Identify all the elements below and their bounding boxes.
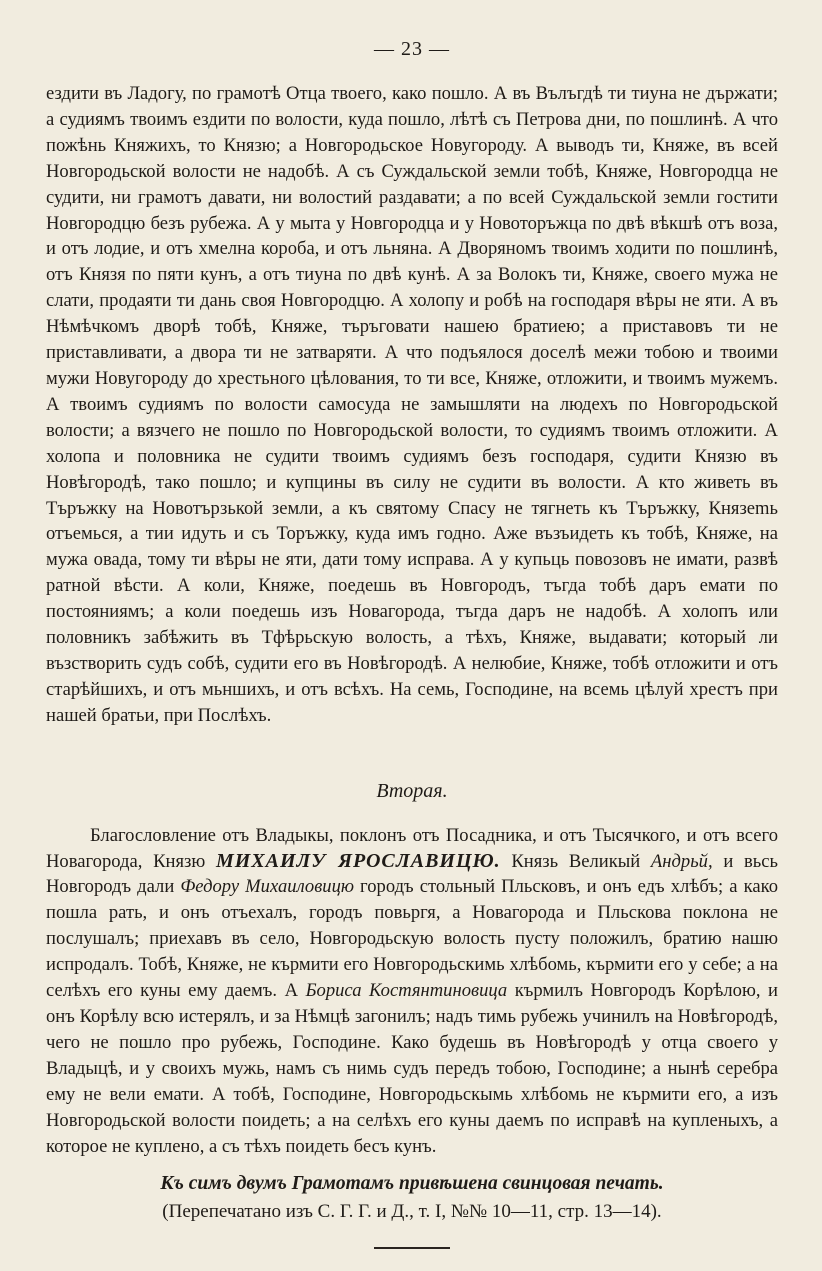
text-segment: и вьсь Новгородъ дали [46, 850, 778, 898]
name-mikhail: МИХАИЛУ ЯРОСЛАВИЦЮ. [215, 849, 501, 872]
text-segment: кърмилъ Новгородъ Корѣлою, и онъ Корѣлу всю истерялъ, и за Нѣмцѣ загонилъ; надъ тимь рубежь учинилъ на Новѣгородѣ, чего не пошло про рубежь, Господине. Како будешь въ Новѣгородѣ у отца своего у Владыцѣ, и у своихъ мужь, намъ съ нимь судъ передъ тобою, Господине; а нынѣ серебра ему не вели емати. А тобѣ, Господине, Новгородьскымь хлѣбомь не кърмити его, а изъ Новгородьской волости поидеть; а на селѣхъ его куны даемъ по исправѣ на купленыхъ, а которое не куплено, а съ тѣхъ поидеть бесъ кунъ. [46, 980, 778, 1157]
name-andrey: Андрьй, [650, 850, 713, 872]
closing-rule [374, 1247, 450, 1249]
text-segment: городъ стольный Пльсковъ, и онъ едъ хлѣбъ; а како пошла рать, и онъ отъехалъ, городъ повьргя, а Новагорода и Пльскова поклона не послушалъ; приехавъ въ село, Новгородьскую волость пусту положилъ, братию нашю испродалъ. Тобѣ, Княже, не кърмити его Новгородьскимь хлѣбомь, кърмити его у себе; а на селѣхъ его куны ему даемъ. А [46, 876, 778, 1002]
paragraph-second-charter [46, 823, 778, 1160]
text-segment: Благословление отъ Владыкы, поклонъ отъ Посадника, и отъ Тысячкого, и отъ всего Новагорода, Князю [46, 824, 778, 872]
text-segment: Князь Великый [500, 850, 651, 872]
source-note: (Перепечатано изъ С. Г. Г. и Д., т. I, №№ 10—11, стр. 13—14). [162, 1201, 662, 1223]
section-title: Вторая. [376, 779, 448, 802]
page-number: — 23 — [374, 38, 450, 60]
name-fedor: Федору Михаиловицю [180, 876, 354, 898]
seal-note: Къ симъ двумъ Грамотамъ привѣшена свинцовая печать. [160, 1173, 664, 1195]
name-boris: Бориса Костянтиновица [305, 980, 508, 1002]
paragraph-continued: ездити въ Ладогу, по грамотѣ Отца твоего, како пошло. А въ Вълъгдѣ ти тиуна не държати; а судиямъ твоимъ ездити по волости, куда пошло, лѣтѣ съ Петрова дни, по пошлинѣ. А что пожѣнь Княжихъ, то Князю; а Новгородьское Новугороду. А выводъ ти, Княже, въ всей Новгородьской волости не надобѣ. А съ Суждальской земли тобѣ, Княже, Новгородца не судити, ни грамотъ давати, ни волостий раздавати; а по всей Суждальской земли гостити Новгородцю безъ рубежа. А у мыта у Новгородца и у Новоторъжца по двѣ вѣкшѣ отъ воза, и отъ лодие, и отъ хмелна короба, и отъ льняна. А Дворяномъ твоимъ ходити по пошлинѣ, отъ Князя по пяти кунъ, а отъ тиуна по двѣ кунѣ. А за Волокъ ти, Княже, своего мужа не слати, продаяти ти дань своя Новгородцю. А холопу и робѣ на господаря вѣры не яти. А въ Нѣмѣчкомъ дворѣ тобѣ, Княже, търъговати нашею братиею; а приставовъ ти не приставливати, а двора ти не затваряти. А что подъялося доселѣ межи тобою и твоими мужи Новугороду до хрестьного цѣлования, то ти все, Княже, отложити, и твоимъ мужемъ. А твоимъ судиямъ по волости самосуда не замышляти на людехъ по Новгородьской волости; а вязчего не пошло по Новгородьской волости, то судиямъ твоимъ отложити. А холопа и половника не судити твоимъ судиямъ безъ господаря, судити Князю въ Новѣгородѣ, тако пошло; и купцины въ силу не судити въ волости. А кто живеть въ Търъжку на Новотързькой земли, а къ святому Спасу не тягнеть къ Търъжку, Князеmь отъемься, а тии идуть и съ Торъжку, куда имъ годно. Аже възъидеть къ тобѣ, Княже, на мужа овада, тому ти вѣры не яти, дати тому исправа. А у купьць повозовъ не имати, развѣ ратной вѣсти. А коли, Княже, поедешь въ Новгородъ, тъгда тобѣ даръ емати по постояниямъ; а коли поедешь изъ Новагорода, тъгда даръ не надобѣ. А холопъ или половникъ забѣжить въ Тфѣрьскую волость, а тѣхъ, Княже, выдавати; который ли възстворить судъ собѣ, судити его въ Новѣгородѣ. А нелюбие, Княже, тобѣ отложити и отъ старѣйшихъ, и отъ мьншихъ, и отъ всѣхъ. На семь, Господине, на всемь цѣлуй хрестъ при нашей братьи, при Послѣхъ. [46, 83, 778, 726]
